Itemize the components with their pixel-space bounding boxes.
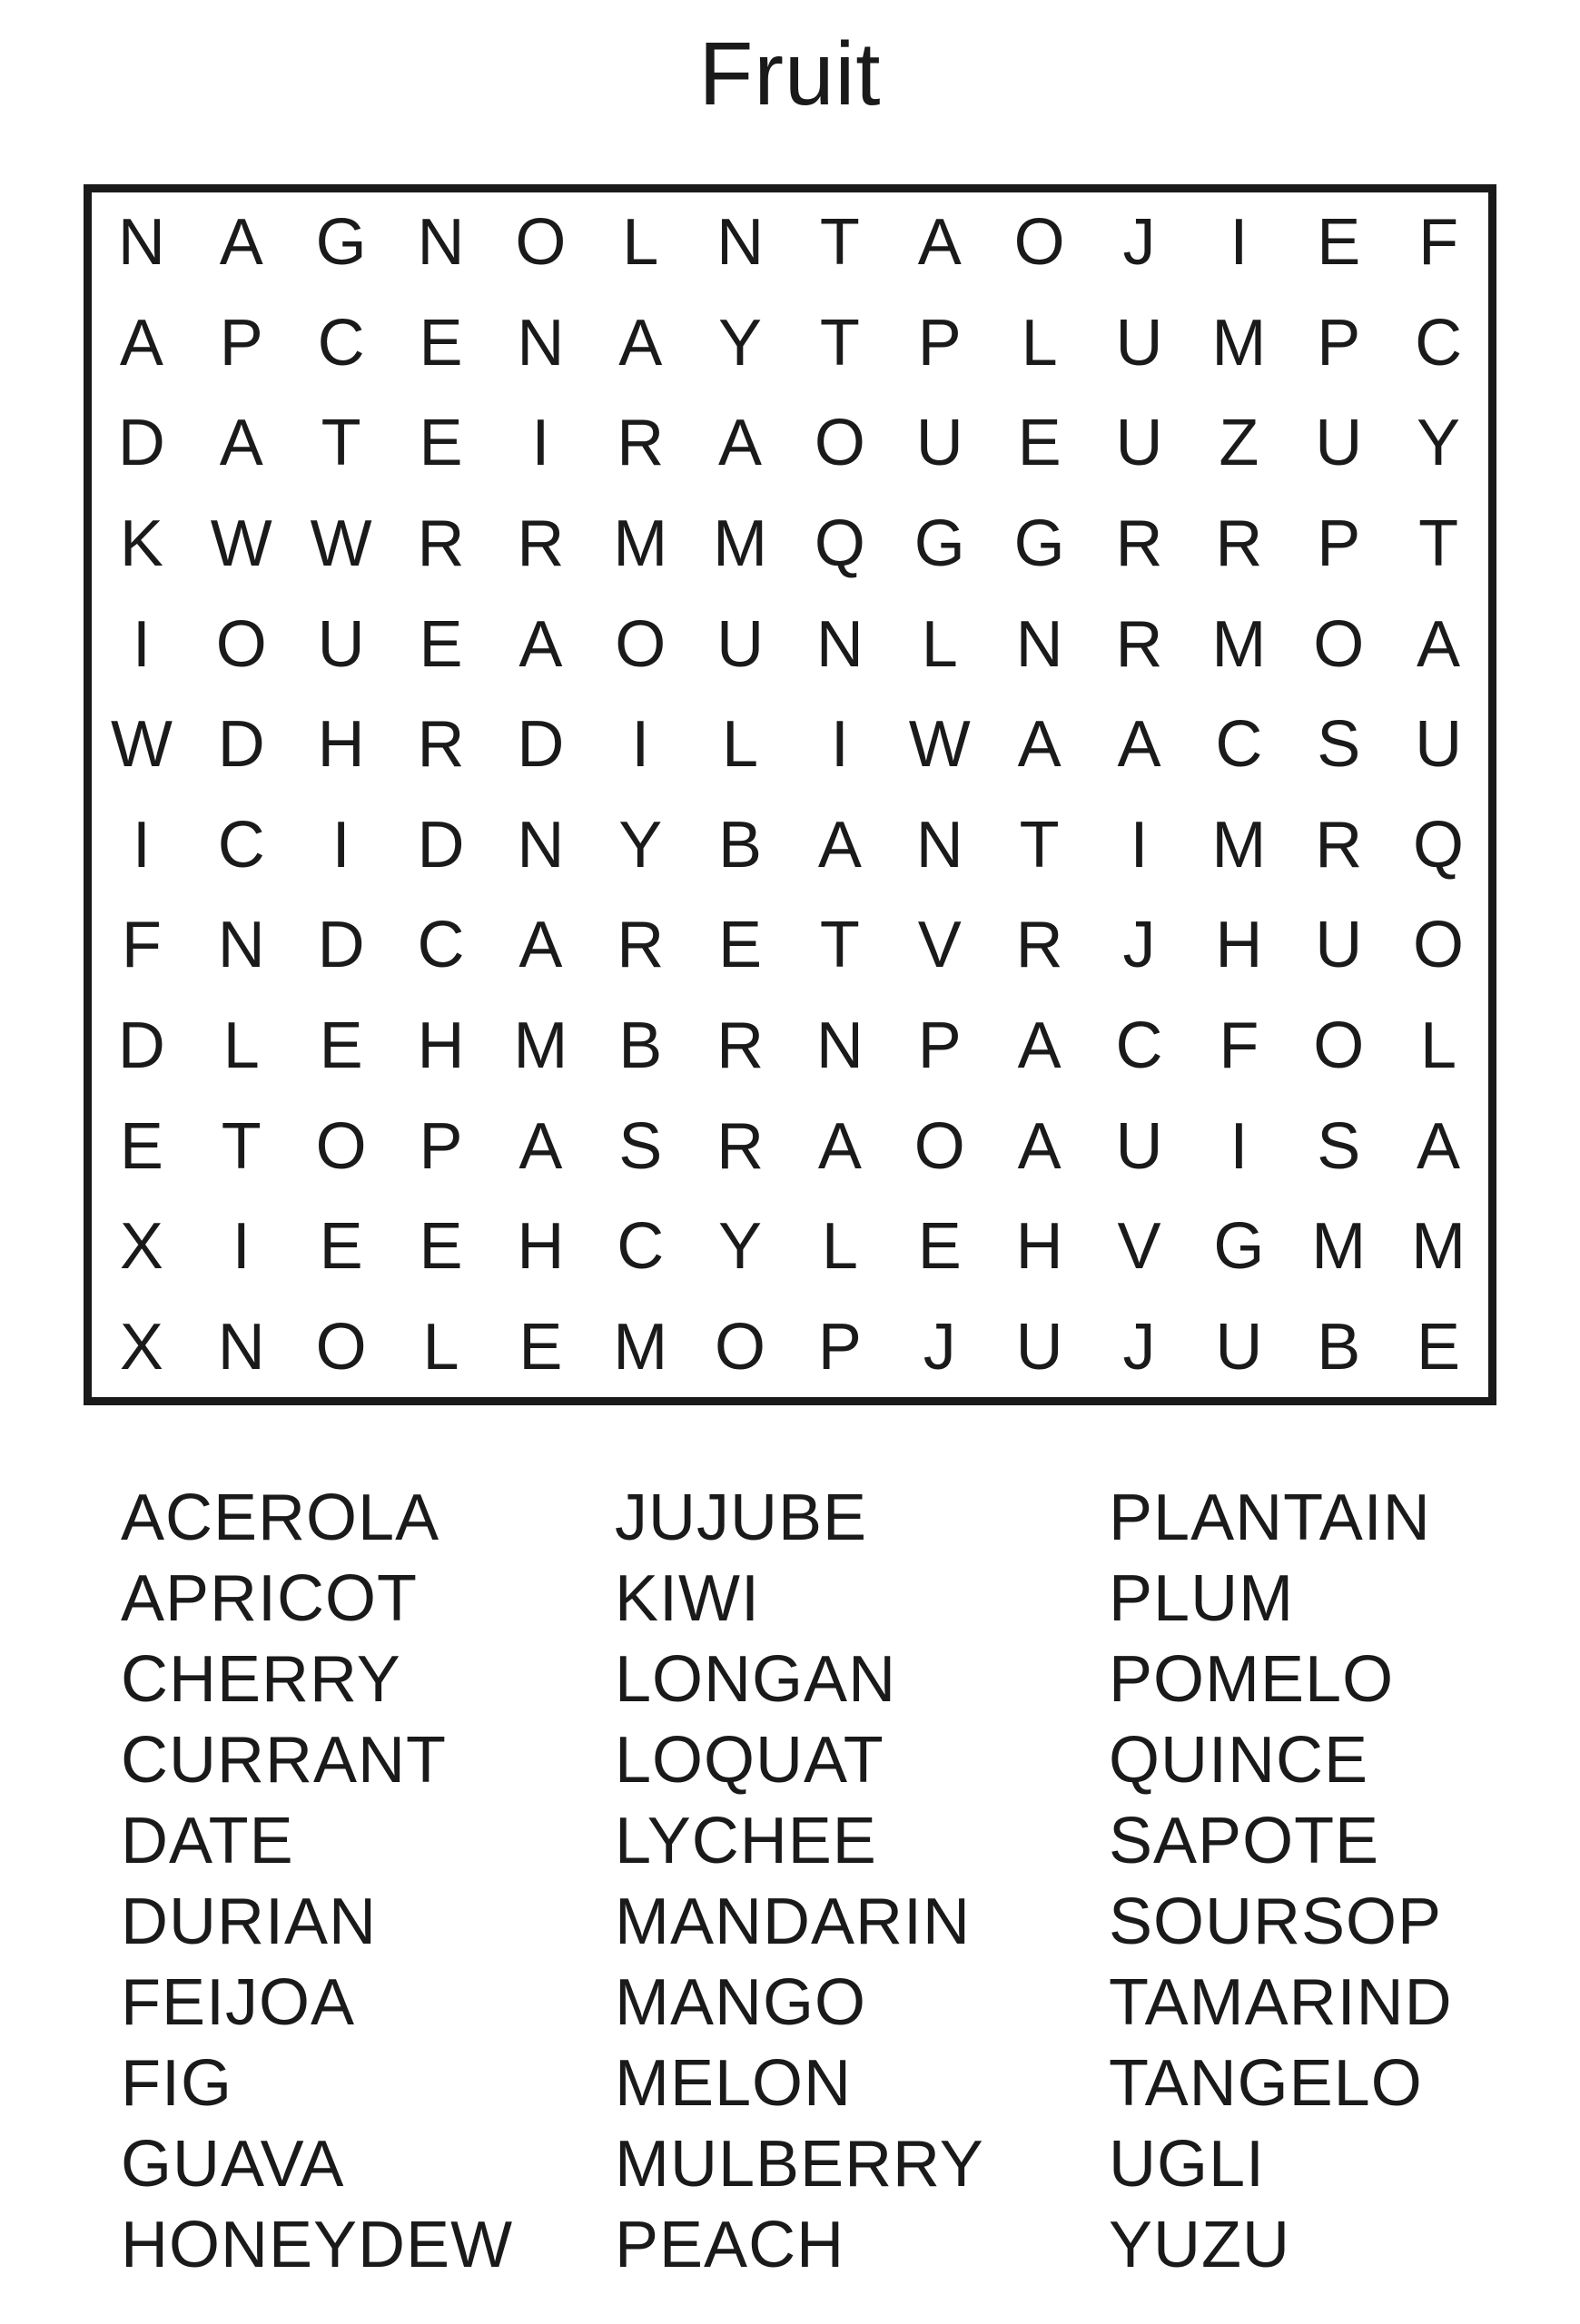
grid-letter: R [1115, 607, 1163, 681]
letter-grid [84, 184, 1496, 1405]
grid-letter: O [615, 607, 667, 681]
grid-letter: F [121, 909, 162, 982]
grid-letter: O [1313, 1009, 1365, 1082]
grid-letter: R [1215, 507, 1263, 581]
grid-letter: R [716, 1009, 765, 1082]
grid-letter: A [817, 1109, 862, 1183]
word-list-item: JUJUBE [615, 1482, 868, 1554]
grid-letter: N [915, 808, 963, 881]
grid-letter: A [219, 407, 263, 480]
grid-letter: Y [1417, 407, 1461, 480]
grid-letter: I [132, 607, 151, 681]
grid-letter: O [215, 607, 267, 681]
grid-letter: N [1015, 607, 1063, 681]
word-list-item: FEIJOA [121, 1966, 356, 2039]
grid-letter: W [908, 708, 971, 782]
grid-letter: A [1017, 1009, 1062, 1082]
grid-letter: O [315, 1310, 367, 1384]
grid-letter: A [1117, 708, 1161, 782]
grid-letter: O [1313, 607, 1365, 681]
word-list-item: GUAVA [121, 2128, 345, 2201]
grid-letter: E [1417, 1310, 1461, 1384]
grid-letter: I [1130, 808, 1149, 881]
grid-letter: R [617, 909, 665, 982]
word-list-item: MANDARIN [615, 1886, 972, 1958]
grid-letter: R [617, 407, 665, 480]
grid-letter: O [715, 1310, 766, 1384]
grid-letter: W [110, 708, 173, 782]
grid-letter: R [1115, 507, 1163, 581]
grid-letter: Y [718, 1210, 763, 1284]
grid-letter: E [718, 909, 763, 982]
word-list [121, 1478, 1580, 2286]
grid-letter: U [915, 407, 963, 480]
grid-letter: Y [618, 808, 663, 881]
grid-letter: D [117, 407, 165, 480]
grid-letter: M [1211, 306, 1267, 379]
grid-letter: P [817, 1310, 862, 1384]
word-list-item: MELON [615, 2047, 853, 2120]
grid-letter: V [917, 909, 962, 982]
word-list-item: HONEYDEW [121, 2209, 514, 2281]
grid-letter: G [1213, 1210, 1265, 1284]
grid-letter: P [917, 1009, 962, 1082]
grid-letter: M [713, 507, 768, 581]
grid-letter: T [1418, 507, 1459, 581]
grid-letter: R [417, 708, 465, 782]
word-list-column-2 [615, 1478, 1109, 2286]
grid-letter: J [1122, 206, 1156, 280]
grid-letter: R [1015, 909, 1063, 982]
word-list-item: LONGAN [615, 1643, 897, 1716]
word-list-item: FIG [121, 2047, 232, 2120]
word-list-item: UGLI [1109, 2128, 1266, 2201]
grid-letter: J [923, 1310, 956, 1384]
grid-letter: B [718, 808, 763, 881]
grid-letter: A [817, 808, 862, 881]
grid-letter: M [513, 1009, 568, 1082]
grid-letter: O [1013, 206, 1065, 280]
grid-letter: C [617, 1210, 665, 1284]
word-list-column-1 [121, 1478, 615, 2286]
grid-letter: W [310, 507, 372, 581]
grid-letter: A [518, 909, 563, 982]
word-list-item: PEACH [615, 2209, 845, 2281]
grid-letter: K [119, 507, 163, 581]
grid-letter: L [222, 1009, 260, 1082]
grid-letter: I [830, 708, 849, 782]
grid-letter: I [132, 808, 151, 881]
grid-letter: T [221, 1109, 262, 1183]
word-list-item: POMELO [1109, 1643, 1395, 1716]
grid-letter: F [1418, 206, 1459, 280]
word-list-item: TAMARIND [1109, 1966, 1453, 2039]
grid-letter: U [1415, 708, 1463, 782]
word-list-item: LOQUAT [615, 1724, 884, 1797]
grid-letter: H [417, 1009, 465, 1082]
grid-letter: G [913, 507, 965, 581]
grid-letter: Y [718, 306, 763, 379]
grid-letter: S [1317, 1109, 1361, 1183]
grid-letter: L [622, 206, 659, 280]
word-list-column-3 [1109, 1478, 1580, 2286]
grid-letter: O [315, 1109, 367, 1183]
grid-letter: A [917, 206, 962, 280]
grid-letter: M [613, 1310, 668, 1384]
grid-letter: E [1017, 407, 1062, 480]
word-list-item: ACEROLA [121, 1482, 440, 1554]
grid-letter: O [814, 407, 865, 480]
grid-letter: R [1315, 808, 1363, 881]
grid-letter: C [1215, 708, 1263, 782]
grid-letter: I [531, 407, 550, 480]
grid-letter: D [217, 708, 265, 782]
grid-letter: A [1017, 1109, 1062, 1183]
grid-letter: H [1015, 1210, 1063, 1284]
grid-letter: I [331, 808, 351, 881]
grid-letter: M [1211, 607, 1267, 681]
grid-letter: O [1413, 909, 1465, 982]
grid-letter: I [232, 1210, 251, 1284]
grid-letter: X [119, 1210, 163, 1284]
word-list-item: TANGELO [1109, 2047, 1423, 2120]
grid-letter: N [417, 206, 465, 280]
grid-letter: B [1317, 1310, 1361, 1384]
grid-letter: N [815, 607, 864, 681]
grid-letter: E [119, 1109, 163, 1183]
grid-letter: N [217, 1310, 265, 1384]
word-list-item: LYCHEE [615, 1805, 877, 1877]
grid-letter: B [618, 1009, 663, 1082]
grid-letter: R [417, 507, 465, 581]
grid-letter: C [317, 306, 365, 379]
grid-letter: N [117, 206, 165, 280]
word-list-item: MULBERRY [615, 2128, 984, 2201]
grid-letter: V [1117, 1210, 1161, 1284]
grid-letter: L [921, 607, 958, 681]
grid-letter: M [1211, 808, 1267, 881]
word-list-item: DURIAN [121, 1886, 378, 1958]
grid-letter: P [917, 306, 962, 379]
grid-letter: A [518, 1109, 563, 1183]
grid-letter: A [718, 407, 763, 480]
grid-letter: A [618, 306, 663, 379]
word-list-item: KIWI [615, 1562, 760, 1635]
grid-letter: Q [1413, 808, 1465, 881]
grid-letter: U [1115, 407, 1163, 480]
grid-letter: U [317, 607, 365, 681]
word-list-item: QUINCE [1109, 1724, 1369, 1797]
grid-letter: H [517, 1210, 565, 1284]
grid-letter: E [1317, 206, 1361, 280]
word-list-item: SAPOTE [1109, 1805, 1380, 1877]
grid-letter: I [631, 708, 650, 782]
grid-letter: U [1215, 1310, 1263, 1384]
word-list-item: CHERRY [121, 1643, 401, 1716]
grid-letter: H [317, 708, 365, 782]
grid-letter: M [1311, 1210, 1367, 1284]
grid-letter: N [517, 808, 565, 881]
grid-letter: P [1317, 306, 1361, 379]
grid-letter: Q [814, 507, 865, 581]
grid-letter: L [722, 708, 759, 782]
grid-letter: N [517, 306, 565, 379]
grid-letter: R [517, 507, 565, 581]
grid-letter: A [518, 607, 563, 681]
puzzle-title: Fruit [698, 24, 882, 123]
word-list-item: PLANTAIN [1109, 1482, 1431, 1554]
grid-letter: P [219, 306, 263, 379]
grid-letter: N [716, 206, 765, 280]
grid-letter: E [917, 1210, 962, 1284]
grid-letter: U [1315, 909, 1363, 982]
grid-letter: T [819, 909, 860, 982]
grid-letter: D [517, 708, 565, 782]
grid-letter: U [1115, 1109, 1163, 1183]
grid-letter: E [319, 1210, 363, 1284]
grid-letter: I [1229, 206, 1249, 280]
grid-letter: J [1122, 909, 1156, 982]
grid-letter: E [518, 1310, 563, 1384]
grid-letter: T [819, 306, 860, 379]
grid-letter: T [1019, 808, 1060, 881]
grid-letter: F [1219, 1009, 1259, 1082]
grid-letter: U [1015, 1310, 1063, 1384]
grid-letter: L [1021, 306, 1058, 379]
grid-letter: O [515, 206, 567, 280]
grid-letter: G [1013, 507, 1065, 581]
grid-letter: G [315, 206, 367, 280]
grid-letter: I [1229, 1109, 1249, 1183]
grid-letter: J [1122, 1310, 1156, 1384]
grid-letter: C [217, 808, 265, 881]
grid-letter: R [716, 1109, 765, 1183]
grid-letter: S [1317, 708, 1361, 782]
word-list-item: SOURSOP [1109, 1886, 1443, 1958]
word-list-item: CURRANT [121, 1724, 447, 1797]
grid-letter: X [119, 1310, 163, 1384]
grid-letter: D [317, 909, 365, 982]
grid-letter: C [1115, 1009, 1163, 1082]
grid-letter: P [1317, 507, 1361, 581]
grid-letter: N [815, 1009, 864, 1082]
grid-letter: E [419, 607, 463, 681]
grid-letter: E [319, 1009, 363, 1082]
grid-letter: U [1315, 407, 1363, 480]
grid-letter: E [419, 407, 463, 480]
grid-letter: L [422, 1310, 459, 1384]
grid-letter: D [417, 808, 465, 881]
grid-letter: T [321, 407, 361, 480]
grid-letter: N [217, 909, 265, 982]
grid-letter: A [1417, 607, 1461, 681]
word-list-item: APRICOT [121, 1562, 419, 1635]
grid-letter: E [419, 1210, 463, 1284]
grid-letter: U [716, 607, 765, 681]
grid-letter: P [419, 1109, 463, 1183]
word-list-item: MANGO [615, 1966, 867, 2039]
grid-letter: L [821, 1210, 858, 1284]
grid-letter: S [618, 1109, 663, 1183]
word-list-item: PLUM [1109, 1562, 1295, 1635]
grid-letter: L [1420, 1009, 1457, 1082]
grid-letter: A [119, 306, 163, 379]
grid-letter: E [419, 306, 463, 379]
grid-letter: M [1411, 1210, 1466, 1284]
grid-letter: M [613, 507, 668, 581]
grid-letter: A [1417, 1109, 1461, 1183]
grid-letter: Z [1219, 407, 1259, 480]
grid-letter: A [1017, 708, 1062, 782]
grid-letter: T [819, 206, 860, 280]
grid-letter: W [210, 507, 272, 581]
grid-letter: O [913, 1109, 965, 1183]
grid-letter: A [219, 206, 263, 280]
grid-letter: H [1215, 909, 1263, 982]
grid-letter: D [117, 1009, 165, 1082]
grid-letter: C [1415, 306, 1463, 379]
grid-letter: C [417, 909, 465, 982]
word-list-item: YUZU [1109, 2209, 1290, 2281]
word-list-item: DATE [121, 1805, 294, 1877]
grid-letter: U [1115, 306, 1163, 379]
